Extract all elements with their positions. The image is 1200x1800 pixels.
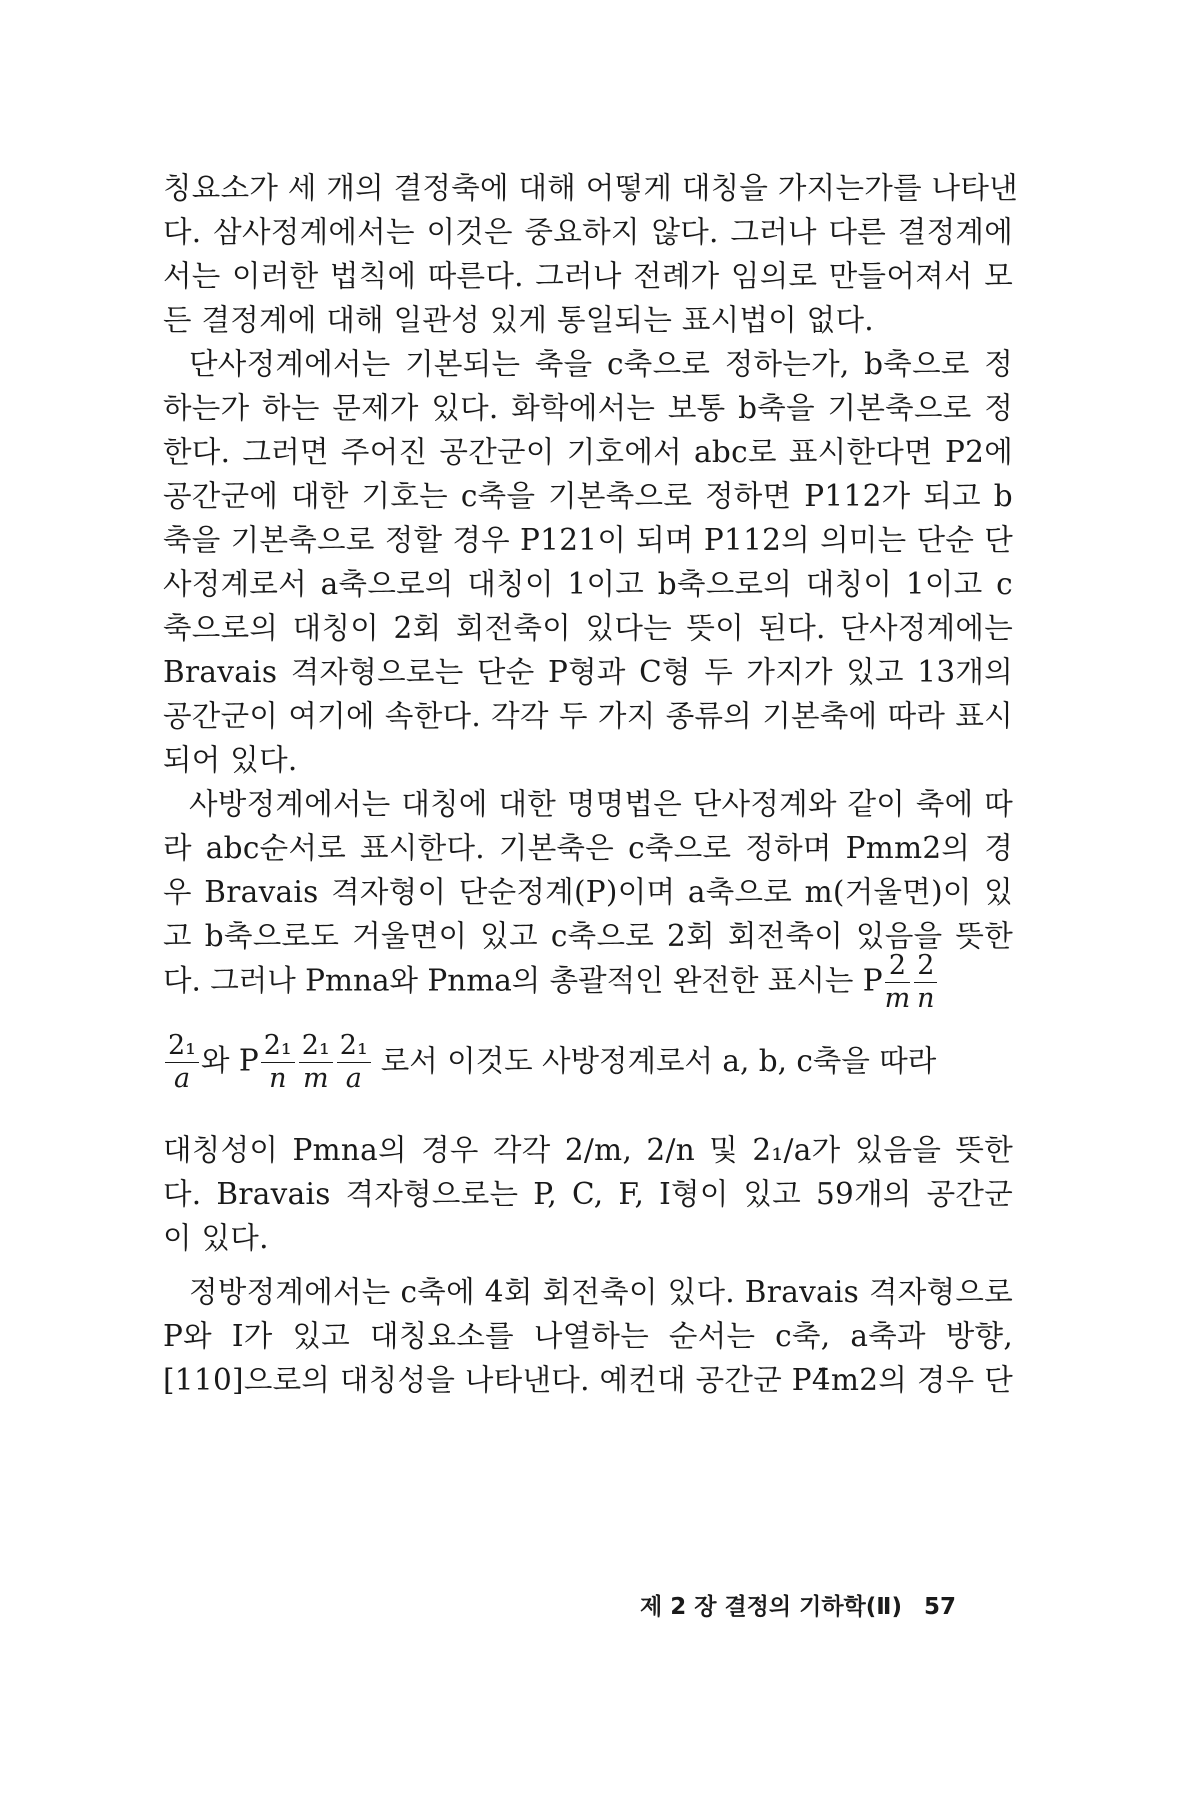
formula-line [163,1030,1013,1095]
formula-text: 다. 그러나 Pmna와 Pnma의 총괄적인 완전한 표시는 P [163,963,883,998]
fraction: $\frac{\text{2₁}}{a}$ [337,1030,371,1095]
text-line: 하는가 하는 문제가 있다. 화학에서는 보통 b축을 기본축으로 정 [163,391,1013,425]
formula-text: 로서 이것도 사방정계로서 a, b, c축을 따라 [380,1043,937,1078]
text-line: 한다. 그러면 주어진 공간군이 기호에서 abc로 표시한다면 P2에 [163,435,1013,469]
text-line: 이 있다. [163,1221,269,1255]
text-line: 공간군이 여기에 속한다. 각각 두 가지 종류의 기본축에 따라 표시 [163,699,1013,733]
text-line: 축으로의 대칭이 2회 회전축이 있다는 뜻이 된다. 단사정계에는 [163,611,1013,645]
text-line: 라 abc순서로 표시한다. 기본축은 c축으로 정하며 Pmm2의 경 [163,831,1013,865]
text-line: Bravais 격자형으로는 단순 P형과 C형 두 가지가 있고 13개의 [163,655,1013,689]
fraction: $\frac{\text{2₁}}{n}$ [261,1030,295,1095]
formula-line [163,950,1013,1015]
formula-text: 와 P [201,1043,259,1078]
text-line: [110]으로의 대칭성을 나타낸다. 예컨대 공간군 P4̄m2의 경우 단 [163,1363,1013,1397]
fraction: $\frac{2}{n}$ [914,950,937,1015]
text-line: P와 I가 있고 대칭요소를 나열하는 순서는 c축, a축과 방향, [163,1319,1013,1353]
text-line: 사정계로서 a축으로의 대칭이 1이고 b축으로의 대칭이 1이고 c [163,567,1013,601]
text-line: 고 b축으로도 거울면이 있고 c축으로 2회 회전축이 있음을 뜻한 [163,919,1013,953]
text-line: 단사정계에서는 기본되는 축을 c축으로 정하는가, b축으로 정 [189,347,1013,381]
chapter-title: 제 2 장 결정의 기하학(Ⅱ) [640,1594,902,1620]
fraction: $\frac{2}{m}$ [884,950,911,1014]
text-line: 축을 기본축으로 정할 경우 P121이 되며 P112의 의미는 단순 단 [163,523,1013,557]
text-line: 우 Bravais 격자형이 단순정계(P)이며 a축으로 m(거울면)이 있 [163,875,1013,909]
page-number: 57 [923,1594,956,1620]
fraction: $\frac{\text{2₁}}{a}$ [165,1030,199,1095]
text-line: 다. 삼사정계에서는 이것은 중요하지 않다. 그러나 다른 결정계에 [163,215,1013,249]
text-line: 대칭성이 Pmna의 경우 각각 2/m, 2/n 및 2₁/a가 있음을 뜻한 [163,1133,1013,1167]
text-line: 정방정계에서는 c축에 4회 회전축이 있다. Bravais 격자형으로 [189,1275,1013,1309]
text-line: 되어 있다. [163,743,298,777]
text-line: 공간군에 대한 기호는 c축을 기본축으로 정하면 P112가 되고 b [163,479,1013,513]
text-line: 사방정계에서는 대칭에 대한 명명법은 단사정계와 같이 축에 따 [189,787,1013,821]
fraction: $\frac{\text{2₁}}{m}$ [299,1030,333,1095]
text-line: 서는 이러한 법칙에 따른다. 그러나 전례가 임의로 만들어져서 모 [163,259,1013,293]
text-line: 칭요소가 세 개의 결정축에 대해 어떻게 대칭을 가지는가를 나타낸 [163,171,1018,205]
text-line: 든 결정계에 대해 일관성 있게 통일되는 표시법이 없다. [163,303,874,337]
text-line: 다. Bravais 격자형으로는 P, C, F, I형이 있고 59개의 공간군 [163,1177,1013,1211]
page-footer [640,1588,1020,1621]
